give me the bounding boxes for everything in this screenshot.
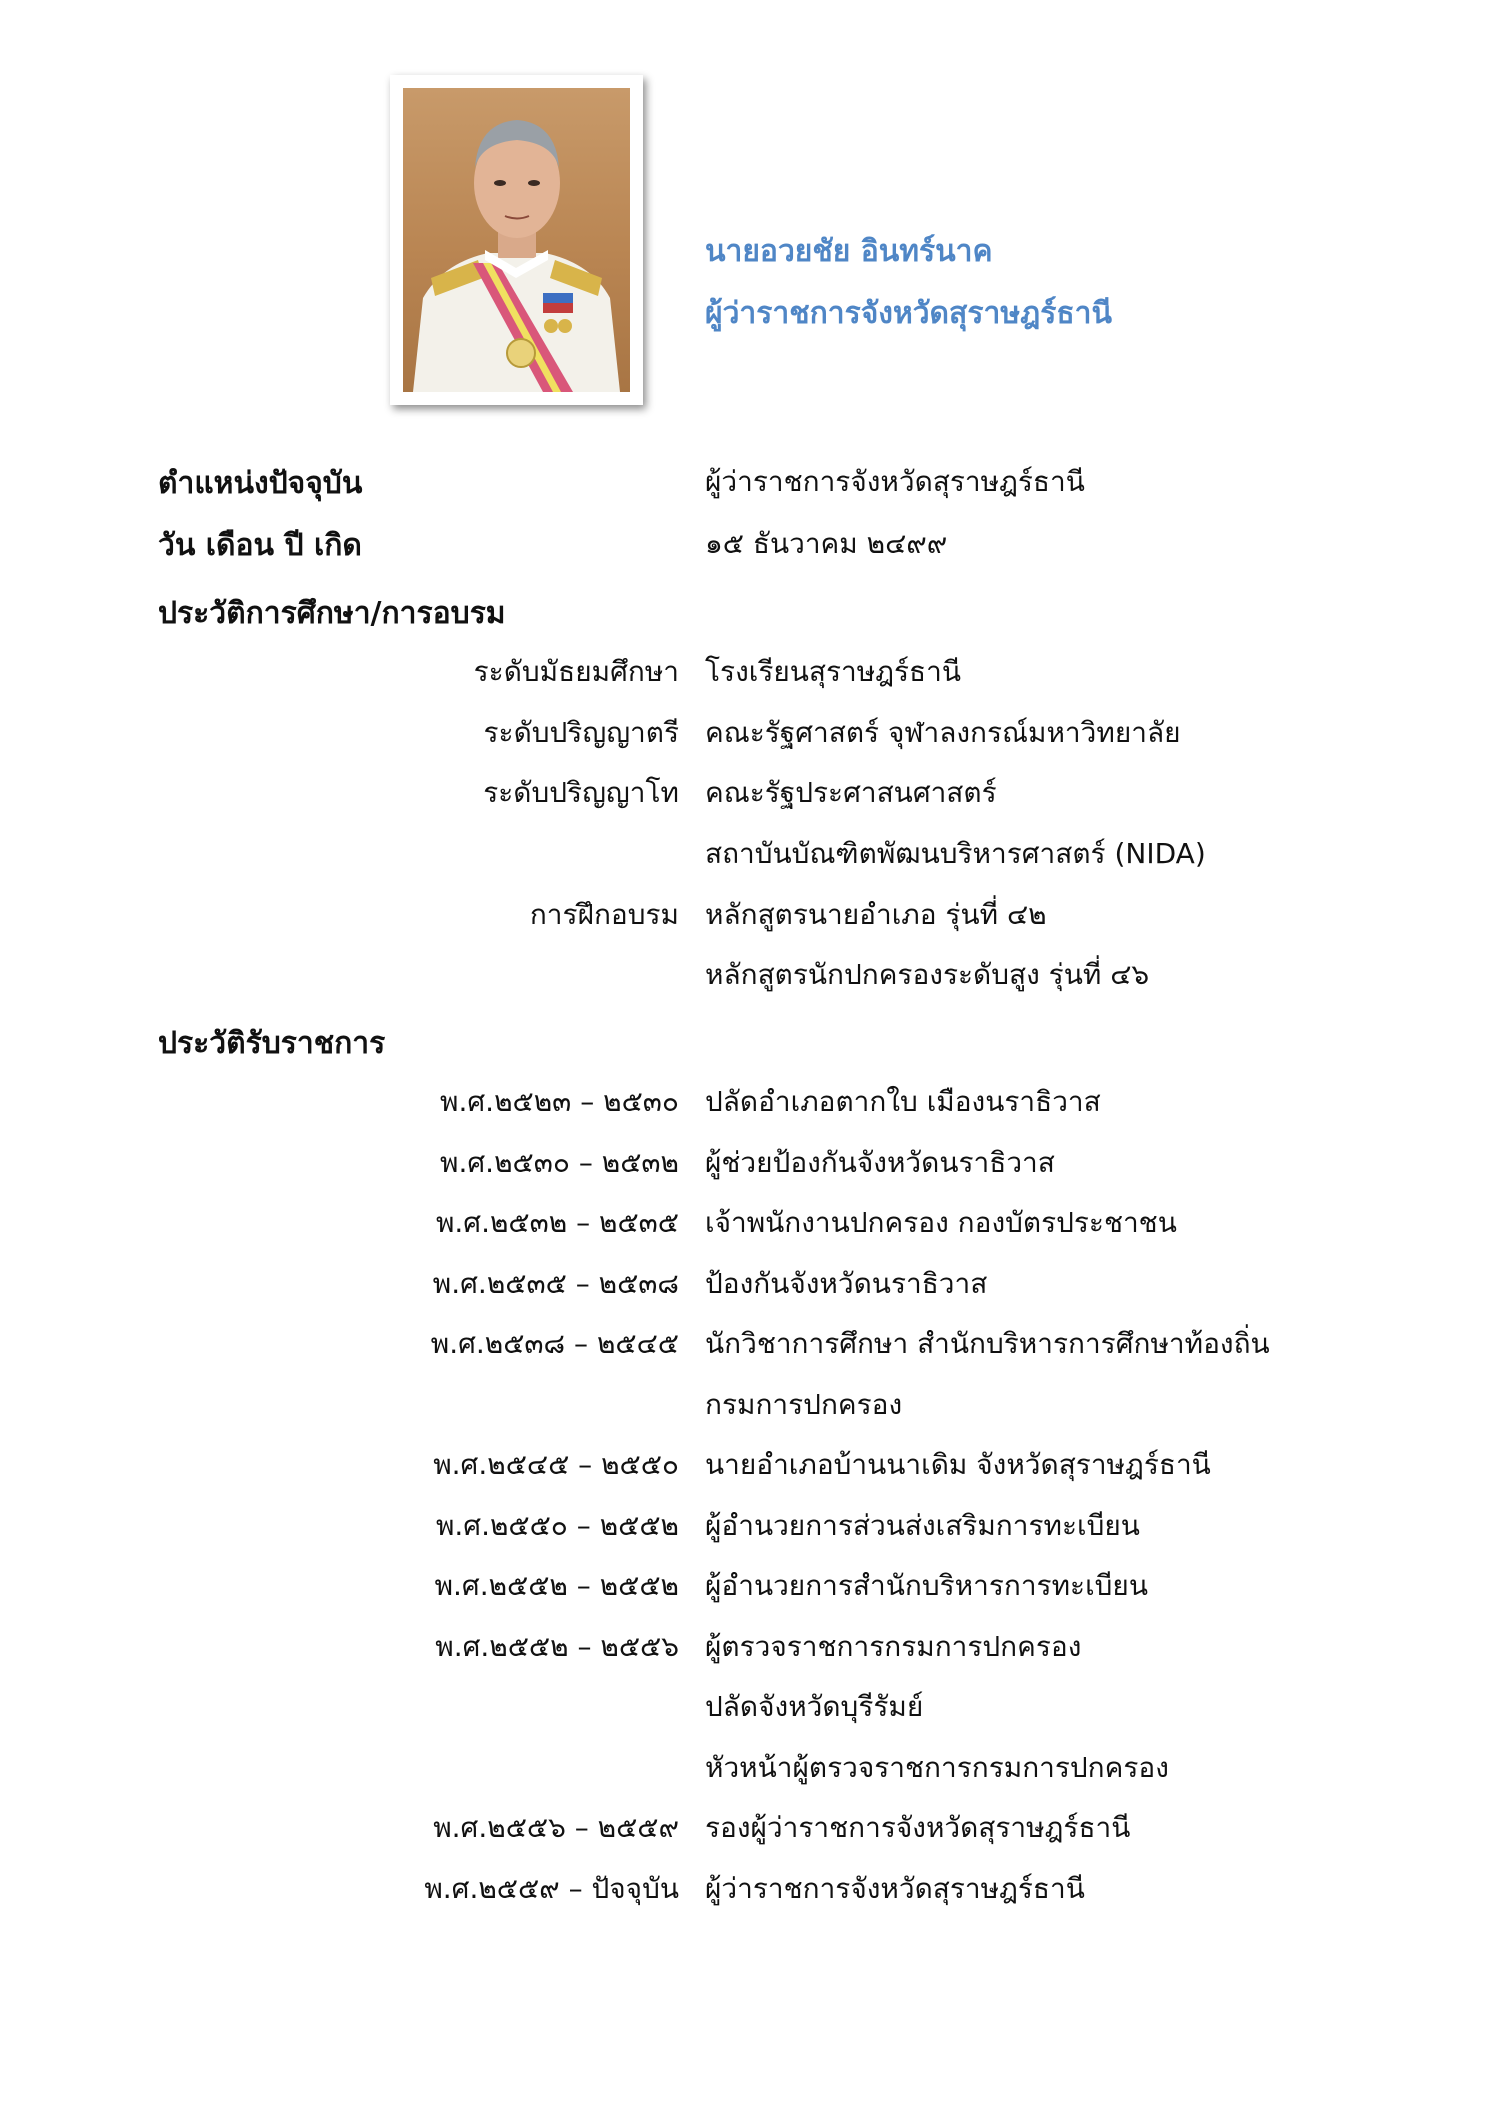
education-value: โรงเรียนสุราษฎร์ธานี [705,655,962,688]
training-label: การฝึกอบรม [529,898,679,931]
education-heading: ประวัติการศึกษา/การอบรม [158,596,506,631]
career-period: พ.ศ.๒๕๓๐ – ๒๕๓๒ [440,1146,679,1179]
career-position: ผู้ช่วยป้องกันจังหวัดนราธิวาส [705,1146,1055,1179]
career-position: เจ้าพนักงานปกครอง กองบัตรประชาชน [705,1206,1177,1239]
education-label: ระดับมัธยมศึกษา [473,655,679,688]
career-period: พ.ศ.๒๕๕๐ – ๒๕๕๒ [435,1509,679,1542]
career-heading: ประวัติรับราชการ [158,1026,386,1061]
career-position: นักวิชาการศึกษา สำนักบริหารการศึกษาท้องถิ่น [705,1327,1270,1360]
career-period: พ.ศ.๒๕๒๓ – ๒๕๓๐ [440,1085,679,1118]
career-period: พ.ศ.๒๕๕๙ – ปัจจุบัน [424,1872,679,1905]
education-value: สถาบันบัณฑิตพัฒนบริหารศาสตร์ (NIDA) [705,837,1206,870]
career-period: พ.ศ.๒๕๓๒ – ๒๕๓๕ [435,1206,679,1239]
portrait-illustration [403,88,630,392]
career-position: ปลัดอำเภอตากใบ เมืองนราธิวาส [705,1085,1101,1118]
career-position: ป้องกันจังหวัดนราธิวาส [705,1267,988,1300]
career-period: พ.ศ.๒๕๔๕ – ๒๕๕๐ [433,1448,679,1481]
career-period: พ.ศ.๒๕๓๘ – ๒๕๔๕ [430,1327,679,1360]
education-value: คณะรัฐศาสตร์ จุฬาลงกรณ์มหาวิทยาลัย [705,716,1181,749]
career-position: ผู้อำนวยการสำนักบริหารการทะเบียน [705,1569,1148,1602]
career-position: รองผู้ว่าราชการจังหวัดสุราษฎร์ธานี [705,1811,1131,1844]
career-position: หัวหน้าผู้ตรวจราชการกรมการปกครอง [705,1751,1169,1784]
career-period: พ.ศ.๒๕๕๒ – ๒๕๕๒ [434,1569,679,1602]
career-position: กรมการปกครอง [705,1388,903,1421]
career-position: ผู้ว่าราชการจังหวัดสุราษฎร์ธานี [705,1872,1085,1905]
career-position: นายอำเภอบ้านนาเดิม จังหวัดสุราษฎร์ธานี [705,1448,1211,1481]
person-name: นายอวยชัย อินทร์นาค [705,234,993,269]
career-period: พ.ศ.๒๕๕๖ – ๒๕๕๙ [433,1811,679,1844]
education-label: ระดับปริญญาตรี [483,716,679,749]
current-position-label: ตำแหน่งปัจจุบัน [158,466,363,501]
career-position: ปลัดจังหวัดบุรีรัมย์ [705,1690,924,1723]
birth-date-label: วัน เดือน ปี เกิด [158,528,362,563]
person-title: ผู้ว่าราชการจังหวัดสุราษฎร์ธานี [705,296,1113,331]
education-label: ระดับปริญญาโท [483,776,679,809]
education-value: คณะรัฐประศาสนศาสตร์ [705,776,997,809]
training-value: หลักสูตรนายอำเภอ รุ่นที่ ๔๒ [705,898,1047,931]
career-position: ผู้ตรวจราชการกรมการปกครอง [705,1630,1082,1663]
training-value: หลักสูตรนักปกครองระดับสูง รุ่นที่ ๔๖ [705,958,1150,991]
portrait-frame [390,75,643,405]
current-position-value: ผู้ว่าราชการจังหวัดสุราษฎร์ธานี [705,465,1085,498]
portrait-photo [403,88,630,392]
career-period: พ.ศ.๒๕๕๒ – ๒๕๕๖ [435,1630,679,1663]
birth-date-value: ๑๕ ธันวาคม ๒๔๙๙ [705,527,948,560]
career-position: ผู้อำนวยการส่วนส่งเสริมการทะเบียน [705,1509,1140,1542]
career-period: พ.ศ.๒๕๓๕ – ๒๕๓๘ [432,1267,679,1300]
